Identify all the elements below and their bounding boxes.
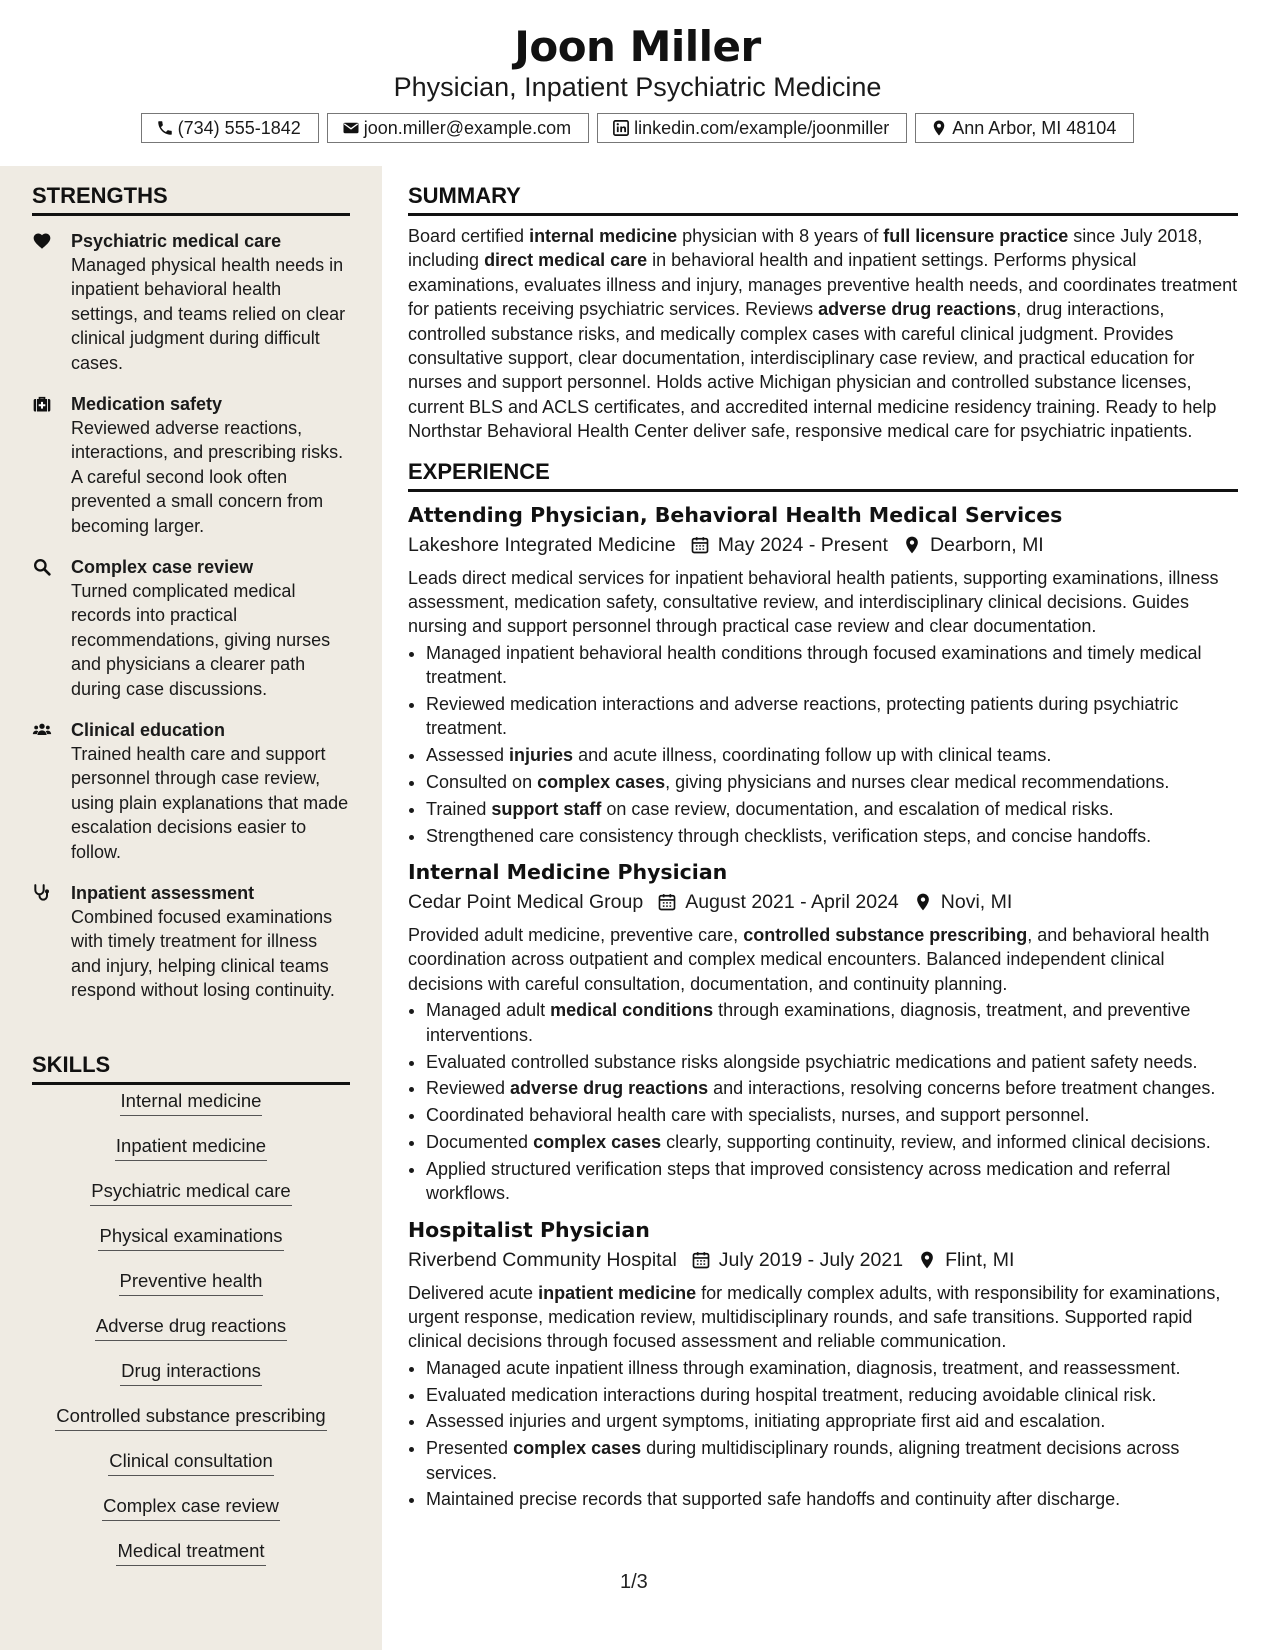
skill-item: Complex case review <box>32 1493 350 1538</box>
job-meta <box>408 887 1240 917</box>
strengths-heading: STRENGTHS <box>32 183 350 216</box>
skill-item: Controlled substance prescribing <box>32 1403 350 1448</box>
text-run: Assessed <box>426 745 510 766</box>
bullet-item <box>426 998 1240 1047</box>
calendar-icon <box>691 1250 711 1270</box>
contact-linkedin-text: linkedin.com/example/joonmiller <box>634 117 890 138</box>
map-pin-icon <box>913 892 933 912</box>
contact-phone[interactable] <box>141 113 319 143</box>
strength-item <box>32 229 352 375</box>
strength-item <box>32 881 352 1003</box>
job-title: Attending Physician, Behavioral Health Medical Services <box>408 502 1063 527</box>
strength-item <box>32 718 352 864</box>
text-run: Reviewed medication interactions and adverse reactions, protecting patients during psychiatric treatment. <box>426 694 1179 739</box>
text-run: in behavioral health and inpatient settings. Performs physical examinations, evaluates illness and injury, manages preventive health needs, and coordinates treatment for patients receiving psychiatric services. Reviews <box>408 250 1238 320</box>
text-run: Trained <box>426 798 492 819</box>
magnifier-icon <box>32 557 52 577</box>
text-run: Evaluated controlled substance risks alongside psychiatric medications and patient safety needs. <box>426 1051 1198 1072</box>
emphasis-text: support staff <box>491 798 602 819</box>
text-run: and interactions, resolving concerns before treatment changes. <box>708 1078 1216 1099</box>
linkedin-icon <box>612 119 630 137</box>
skill-item: Adverse drug reactions <box>32 1313 350 1358</box>
medical-kit-icon <box>32 394 52 414</box>
strength-item <box>32 555 352 701</box>
job-title: Hospitalist Physician <box>408 1217 650 1242</box>
text-run: Coordinated behavioral health care with specialists, nurses, and support personnel. <box>426 1105 1090 1126</box>
job-dates: August 2021 - April 2024 <box>685 891 899 914</box>
contact-bar <box>0 113 1275 143</box>
job-company: Lakeshore Integrated Medicine <box>408 533 676 556</box>
skill-item: Clinical consultation <box>32 1448 350 1493</box>
text-run: Consulted on <box>426 772 538 793</box>
job-company: Cedar Point Medical Group <box>408 891 644 914</box>
bullet-item <box>426 692 1240 741</box>
emphasis-text: complex cases <box>513 1438 642 1459</box>
strength-title: Psychiatric medical care <box>71 231 282 251</box>
job-entry <box>408 1216 1240 1512</box>
skills-heading: SKILLS <box>32 1052 350 1085</box>
bullet-item <box>426 824 1240 848</box>
bullet-item <box>426 641 1240 690</box>
job-location: Dearborn, MI <box>929 533 1044 556</box>
text-run: and acute illness, coordinating follow up with clinical teams. <box>573 745 1052 766</box>
contact-phone-text: (734) 555-1842 <box>177 117 301 138</box>
strength-description: Combined focused examinations with timely treatment for illness and injury, helping clinical teams respond without losing continuity. <box>71 907 335 1001</box>
emphasis-text: complex cases <box>537 772 666 793</box>
text-run: Leads direct medical services for inpatient behavioral health patients, supporting examinations, illness assessment, medication safety, consultative review, and interdisciplinary clinical decisions. Guides nursing and support personnel through practical case review and clear documentation. <box>408 567 1219 637</box>
experience-heading: EXPERIENCE <box>408 459 1238 492</box>
text-run: Delivered acute <box>408 1282 539 1303</box>
skills-list <box>32 1088 350 1583</box>
contact-location[interactable] <box>915 113 1134 143</box>
skill-item: Medical treatment <box>32 1538 350 1583</box>
contact-location-text: Ann Arbor, MI 48104 <box>952 117 1117 138</box>
bullet-item <box>426 1436 1240 1485</box>
job-bullets <box>408 998 1240 1205</box>
phone-icon <box>156 119 174 137</box>
job-dates: July 2019 - July 2021 <box>718 1248 904 1271</box>
text-run: Evaluated medication interactions during hospital treatment, reducing avoidable clinical risk. <box>426 1384 1157 1405</box>
job-description <box>408 1281 1240 1354</box>
summary-heading: SUMMARY <box>408 183 1238 216</box>
emphasis-text: complex cases <box>533 1131 662 1152</box>
heart-icon <box>32 231 52 251</box>
text-run: clearly, supporting continuity, review, and informed clinical decisions. <box>661 1131 1211 1152</box>
job-bullets <box>408 1356 1240 1512</box>
emphasis-text: full licensure practice <box>883 226 1069 246</box>
bullet-item <box>426 1157 1240 1206</box>
job-description <box>408 566 1240 639</box>
resume-header <box>0 0 1275 166</box>
strength-description: Turned complicated medical records into practical recommendations, giving nurses and physicians a clearer path during case discussions. <box>71 581 331 699</box>
job-location: Novi, MI <box>940 891 1013 914</box>
contact-email[interactable] <box>327 113 589 143</box>
text-run: physician with 8 years of <box>677 226 884 246</box>
emphasis-text: medical conditions <box>550 1000 714 1021</box>
text-run: Board certified <box>408 226 530 246</box>
text-run: Applied structured verification steps that improved consistency across medication and referral workflows. <box>426 1158 1171 1204</box>
skill-item: Preventive health <box>32 1268 350 1313</box>
job-location: Flint, MI <box>945 1248 1015 1271</box>
summary-text <box>408 224 1240 444</box>
strength-title: Medication safety <box>71 394 223 414</box>
text-run: Reviewed <box>426 1078 511 1099</box>
contact-email-text: joon.miller@example.com <box>363 117 572 138</box>
map-pin-icon <box>917 1250 937 1270</box>
stethoscope-icon <box>32 883 52 903</box>
text-run: Provided adult medicine, preventive care, <box>408 925 744 946</box>
bullet-item <box>426 1383 1240 1407</box>
bullet-item <box>426 1076 1240 1100</box>
text-run: on case review, documentation, and escalation of medical risks. <box>601 798 1114 819</box>
strength-title: Complex case review <box>71 557 254 577</box>
strength-title: Inpatient assessment <box>71 883 255 903</box>
skill-item: Internal medicine <box>32 1088 350 1133</box>
job-dates: May 2024 - Present <box>717 533 888 556</box>
strength-title: Clinical education <box>71 720 226 740</box>
job-entry <box>408 501 1240 848</box>
bullet-item <box>426 1356 1240 1380</box>
calendar-icon <box>690 535 710 555</box>
bullet-item <box>426 1409 1240 1433</box>
skill-item: Psychiatric medical care <box>32 1178 350 1223</box>
job-description <box>408 923 1240 996</box>
envelope-icon <box>342 119 360 137</box>
text-run: since July 2018, including <box>408 226 1203 271</box>
users-icon <box>32 720 52 740</box>
text-run: Managed inpatient behavioral health conditions through focused examinations and timely medical treatment. <box>426 642 1202 688</box>
emphasis-text: injuries <box>509 745 574 766</box>
bullet-item <box>426 1487 1240 1511</box>
text-run: through examinations, diagnosis, treatment, and preventive interventions. <box>426 1000 1191 1045</box>
strength-description: Trained health care and support personnel through case review, using plain explanations that made escalation decisions easier to follow. <box>71 744 349 862</box>
job-bullets <box>408 641 1240 848</box>
bullet-item <box>426 743 1240 767</box>
bullet-item <box>426 770 1240 794</box>
calendar-icon <box>657 892 677 912</box>
text-run: , and behavioral health coordination across outpatient and complex medical encounters. Balanced independent clinical decisions with careful consultation, documentation, and continuity planning. <box>408 925 1210 994</box>
candidate-name: Joon Miller <box>514 22 761 71</box>
job-title: Internal Medicine Physician <box>408 860 728 885</box>
page-number: 1/3 <box>620 1571 648 1593</box>
text-run: Assessed injuries and urgent symptoms, initiating appropriate first aid and escalation. <box>426 1411 1106 1432</box>
emphasis-text: direct medical care <box>484 250 648 271</box>
strength-description: Managed physical health needs in inpatient behavioral health settings, and teams relied on clear clinical judgment during difficult cases. <box>71 255 346 373</box>
strength-description: Reviewed adverse reactions, interactions, and prescribing risks. A careful second look often prevented a small concern from becoming larger. <box>71 418 344 536</box>
bullet-item <box>426 1050 1240 1074</box>
candidate-title: Physician, Inpatient Psychiatric Medicine <box>393 72 882 102</box>
job-company: Riverbend Community Hospital <box>408 1248 677 1271</box>
text-run: Maintained precise records that supported safe handoffs and continuity after discharge. <box>426 1489 1121 1510</box>
job-meta <box>408 530 1240 560</box>
text-run: Managed acute inpatient illness through examination, diagnosis, treatment, and reassessment. <box>426 1357 1181 1378</box>
text-run: during multidisciplinary rounds, aligning treatment decisions across services. <box>426 1438 1180 1483</box>
bullet-item <box>426 1103 1240 1127</box>
emphasis-text: adverse drug reactions <box>818 299 1017 320</box>
text-run: Presented <box>426 1438 514 1459</box>
emphasis-text: adverse drug reactions <box>510 1078 709 1099</box>
main-content <box>408 166 1240 1514</box>
text-run: Documented <box>426 1131 534 1152</box>
text-run: , giving physicians and nurses clear medical recommendations. <box>665 772 1170 793</box>
skill-item: Drug interactions <box>32 1358 350 1403</box>
bullet-item <box>426 1130 1240 1154</box>
skill-item: Inpatient medicine <box>32 1133 350 1178</box>
text-run: , drug interactions, controlled substance risks, and medically complex cases with careful clinical judgment. Provides consultative support, clear documentation, interdisciplinary case review, and practical education for nurses and support personnel. Holds active Michigan physician and controlled substance licenses, current BLS and ACLS certificates, and accredited internal medicine residency training. Ready to help Northstar Behavioral Health Center deliver safe, responsive medical care for psychiatric inpatients. <box>408 299 1217 442</box>
contact-linkedin[interactable] <box>597 113 907 143</box>
job-entry <box>408 858 1240 1205</box>
skill-item: Physical examinations <box>32 1223 350 1268</box>
emphasis-text: internal medicine <box>529 226 678 246</box>
bullet-item <box>426 797 1240 821</box>
map-pin-icon <box>930 119 948 137</box>
job-meta <box>408 1245 1240 1275</box>
map-pin-icon <box>902 535 922 555</box>
text-run: Strengthened care consistency through checklists, verification steps, and concise handoffs. <box>426 825 1152 846</box>
text-run: for medically complex adults, with responsibility for examinations, urgent response, medication review, multidisciplinary rounds, and safe transitions. Supported rapid clinical decisions through focused assessment and reliable communication. <box>408 1282 1221 1352</box>
text-run: Managed adult <box>426 1000 551 1021</box>
strength-item <box>32 392 352 538</box>
emphasis-text: inpatient medicine <box>538 1282 697 1303</box>
emphasis-text: controlled substance prescribing <box>743 925 1028 946</box>
